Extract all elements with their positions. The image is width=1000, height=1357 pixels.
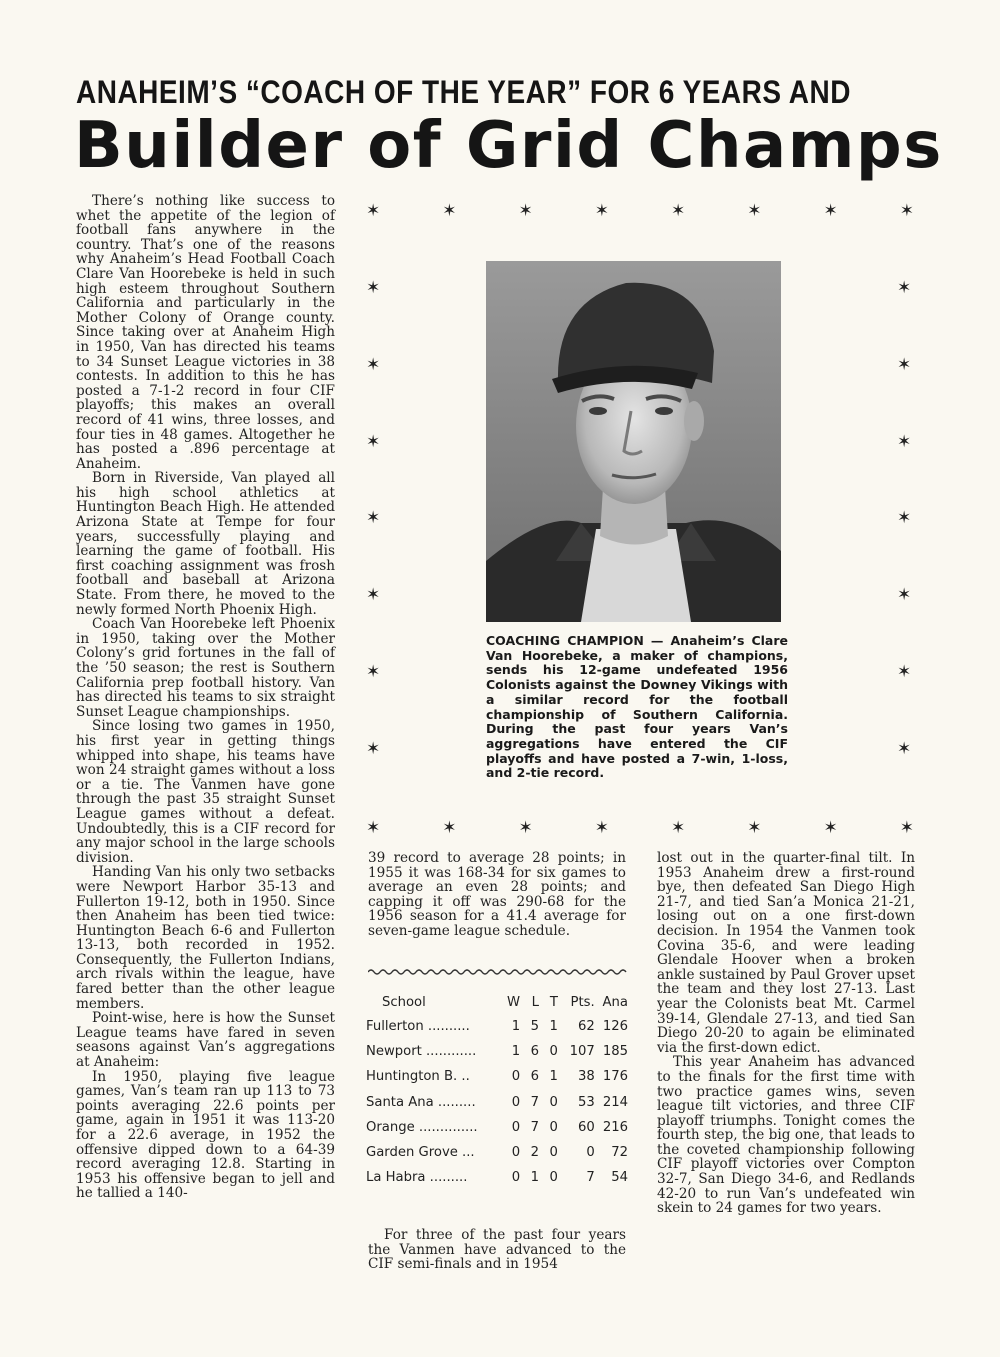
portrait-illustration xyxy=(486,261,781,622)
star-icon: ✶ xyxy=(823,818,838,838)
header-ties: T xyxy=(549,994,558,1010)
star-icon: ✶ xyxy=(823,201,838,221)
points-cell: 53 xyxy=(577,1094,595,1110)
star-icon: ✶ xyxy=(442,818,457,838)
ties-cell: 1 xyxy=(549,1069,558,1085)
star-icon: ✶ xyxy=(518,818,533,838)
star-icon: ✶ xyxy=(366,201,381,221)
losses-cell: 6 xyxy=(530,1044,539,1060)
paragraph: Handing Van his only two setbacks were Newport Harbor 35-13 and Fullerton 19-12, both in 1950. Since then Anaheim has been tied twice: Huntington Beach 6-6 and Fullerton 13-13, both recorded in 1952. Consequently, the Fullerton Indians, arch rivals within the league, have fared better than the other league members. xyxy=(76,864,335,1012)
star-icon: ✶ xyxy=(897,354,912,375)
star-border-top xyxy=(366,203,914,220)
article-column-2-continued xyxy=(368,1228,626,1272)
star-icon: ✶ xyxy=(897,585,912,606)
table-row xyxy=(366,1090,628,1115)
article-column-3 xyxy=(657,851,915,1216)
star-icon: ✶ xyxy=(366,508,381,529)
star-icon: ✶ xyxy=(366,662,381,683)
photo-caption: COACHING CHAMPION — Anaheim’s Clare Van Hoorebeke, a maker of champions, sends his 12-game undefeated 1956 Colonists against the Downey Vikings with a similar record for the football championship of Southern California. During the past four years Van’s aggregations have entered the CIF playoffs and have posted a 7-win, 1-loss, and 2-tie record. xyxy=(486,633,788,781)
star-icon: ✶ xyxy=(897,431,912,452)
header-points: Pts. xyxy=(570,994,595,1010)
header-wins: W xyxy=(507,994,521,1010)
kicker-headline: ANAHEIM’S “COACH OF THE YEAR” FOR 6 YEARS AND xyxy=(76,74,851,110)
article-column-1 xyxy=(76,194,335,1201)
star-icon: ✶ xyxy=(594,818,609,838)
header-anaheim: Ana xyxy=(602,994,628,1010)
paragraph: There’s nothing like success to whet the appetite of the legion of football fans anywhere in the country. That’s one of the reasons why Anaheim’s Head Football Coach Clare Van Hoorebeke is held in such high esteem throughout Southern California and particularly in the Mother Colony of Orange county. Since taking over at Anaheim High in 1950, Van has directed his teams to 34 Sunset League victories in 38 contests. In addition to this he has posted a 7-1-2 record in four CIF playoffs; this makes an overall record of 41 wins, three losses, and four ties in 48 games. Altogether he has posted a .896 percentage at Anaheim. xyxy=(76,193,335,472)
star-icon: ✶ xyxy=(366,818,381,838)
star-icon: ✶ xyxy=(671,201,686,221)
wavy-divider xyxy=(368,968,630,976)
school-name: Orange .............. xyxy=(366,1119,478,1135)
school-name: Fullerton .......... xyxy=(366,1019,470,1035)
paragraph: Since losing two games in 1950, his first year in getting things whipped into shape, his teams have won 24 straight games without a loss or a tie. The Vanmen have gone through the past 35 straight Sunset League games without a defeat. Undoubtedly, this is a CIF record for any major school in the large schools division. xyxy=(76,718,335,866)
star-icon: ✶ xyxy=(366,585,381,606)
anaheim-cell: 216 xyxy=(602,1119,628,1135)
wins-cell: 1 xyxy=(511,1019,521,1035)
star-icon: ✶ xyxy=(366,278,381,298)
star-icon: ✶ xyxy=(366,431,381,452)
paragraph: lost out in the quarter-final tilt. In 1953 Anaheim drew a first-round bye, then defeated San Diego High 21-7, and tied San’a Monica 21-21, losing out on a one first-down decision. In 1954 the Vanmen took Covina 35-6, and were leading Glendale Hoover when a broken ankle sustained by Paul Grover upset the team and they lost 27-13. Last year the Colonists beat Mt. Carmel 39-14, Glendale 27-13, and tied San Diego 20-20 to again be eliminated via the first-down edict. xyxy=(657,850,915,1056)
table-row xyxy=(366,1165,628,1190)
star-icon: ✶ xyxy=(897,508,912,529)
school-name: Santa Ana ......... xyxy=(366,1094,476,1110)
losses-cell: 7 xyxy=(530,1094,539,1110)
star-icon: ✶ xyxy=(897,662,912,683)
wins-cell: 0 xyxy=(511,1119,521,1135)
table-row xyxy=(366,1140,628,1165)
header-losses: L xyxy=(531,994,539,1010)
star-icon: ✶ xyxy=(518,201,533,221)
wins-cell: 1 xyxy=(511,1044,521,1060)
losses-cell: 2 xyxy=(530,1145,539,1161)
paragraph: Born in Riverside, Van played all his high school athletics at Huntington Beach High. He attended Arizona State at Tempe for four years, successfully playing and learning the game of football. His first coaching assignment was frosh football and baseball at Arizona State. From there, he moved to the newly formed North Phoenix High. xyxy=(76,470,335,618)
ties-cell: 0 xyxy=(549,1119,558,1135)
star-icon: ✶ xyxy=(747,201,762,221)
paragraph: For three of the past four years the Vanmen have advanced to the CIF semi-finals and in 1954 xyxy=(368,1227,626,1273)
star-icon: ✶ xyxy=(897,738,912,759)
league-stats-table xyxy=(366,990,628,1190)
star-border-left xyxy=(366,280,380,758)
points-cell: 60 xyxy=(577,1119,595,1135)
anaheim-cell: 214 xyxy=(602,1094,628,1110)
star-border-right xyxy=(897,280,911,758)
losses-cell: 5 xyxy=(530,1019,539,1035)
ties-cell: 0 xyxy=(549,1044,558,1060)
losses-cell: 6 xyxy=(530,1069,539,1085)
wins-cell: 0 xyxy=(511,1094,521,1110)
wins-cell: 0 xyxy=(511,1145,521,1161)
paragraph: In 1950, playing five league games, Van’s team ran up 113 to 73 points averaging 22.6 points per game, again in 1951 it was 113-20 for a 22.6 average, in 1952 the offensive dipped down to a 64-39 record averaging 12.8. Starting in 1953 his offensive began to jell and he tallied a 140- xyxy=(76,1068,335,1202)
paragraph: Point-wise, here is how the Sunset League teams have fared in seven seasons against Van’s aggregations at Anaheim: xyxy=(76,1010,335,1071)
star-icon: ✶ xyxy=(897,278,912,298)
points-cell: 7 xyxy=(586,1170,595,1186)
coach-portrait-photo xyxy=(486,261,781,622)
points-cell: 38 xyxy=(577,1069,595,1085)
school-name: La Habra ......... xyxy=(366,1170,468,1186)
ties-cell: 0 xyxy=(549,1170,558,1186)
anaheim-cell: 54 xyxy=(611,1170,628,1186)
star-icon: ✶ xyxy=(442,201,457,221)
paragraph: This year Anaheim has advanced to the finals for the first time with two practice games wins, seven league tilt victories, and three CIF playoff triumphs. Tonight comes the fourth step, the big one, that leads to the coveted championship following CIF playoff victories over Compton 32-7, San Diego 34-6, and Redlands 42-20 to run Van’s undefeated win skein to 24 games for two years. xyxy=(657,1054,915,1217)
star-icon: ✶ xyxy=(671,818,686,838)
points-cell: 62 xyxy=(577,1019,595,1035)
ties-cell: 0 xyxy=(549,1094,558,1110)
table-row xyxy=(366,1014,628,1039)
header-school: School xyxy=(382,994,426,1010)
paragraph: 39 record to average 28 points; in 1955 it was 168-34 for six games to average an even 28 points; and capping it off was 290-68 for the 1956 season for a 41.4 average for seven-game league schedule. xyxy=(368,850,626,939)
main-headline: Builder of Grid Champs xyxy=(74,109,943,183)
school-name: Garden Grove ... xyxy=(366,1145,475,1161)
article-column-2 xyxy=(368,851,626,939)
star-icon: ✶ xyxy=(366,354,381,375)
table-header-row xyxy=(366,990,628,1014)
anaheim-cell: 126 xyxy=(602,1019,628,1035)
star-icon: ✶ xyxy=(594,201,609,221)
paragraph: Coach Van Hoorebeke left Phoenix in 1950, taking over the Mother Colony’s grid fortunes in the fall of the ’50 season; the rest is Southern California prep football history. Van has directed his teams to six straight Sunset League championships. xyxy=(76,616,335,720)
star-icon: ✶ xyxy=(747,818,762,838)
star-icon: ✶ xyxy=(899,201,914,221)
school-name: Newport ............ xyxy=(366,1044,477,1060)
table-row xyxy=(366,1115,628,1140)
ties-cell: 0 xyxy=(549,1145,558,1161)
ties-cell: 1 xyxy=(549,1019,558,1035)
wins-cell: 0 xyxy=(511,1170,521,1186)
star-icon: ✶ xyxy=(899,818,914,838)
star-border-bottom xyxy=(366,820,914,837)
wins-cell: 0 xyxy=(511,1069,521,1085)
points-cell: 107 xyxy=(569,1044,595,1060)
losses-cell: 1 xyxy=(530,1170,539,1186)
table-row xyxy=(366,1039,628,1064)
table-row xyxy=(366,1064,628,1089)
school-name: Huntington B. .. xyxy=(366,1069,470,1085)
star-icon: ✶ xyxy=(366,738,381,759)
losses-cell: 7 xyxy=(530,1119,539,1135)
anaheim-cell: 72 xyxy=(611,1145,628,1161)
anaheim-cell: 185 xyxy=(602,1044,628,1060)
points-cell: 0 xyxy=(586,1145,595,1161)
anaheim-cell: 176 xyxy=(602,1069,628,1085)
